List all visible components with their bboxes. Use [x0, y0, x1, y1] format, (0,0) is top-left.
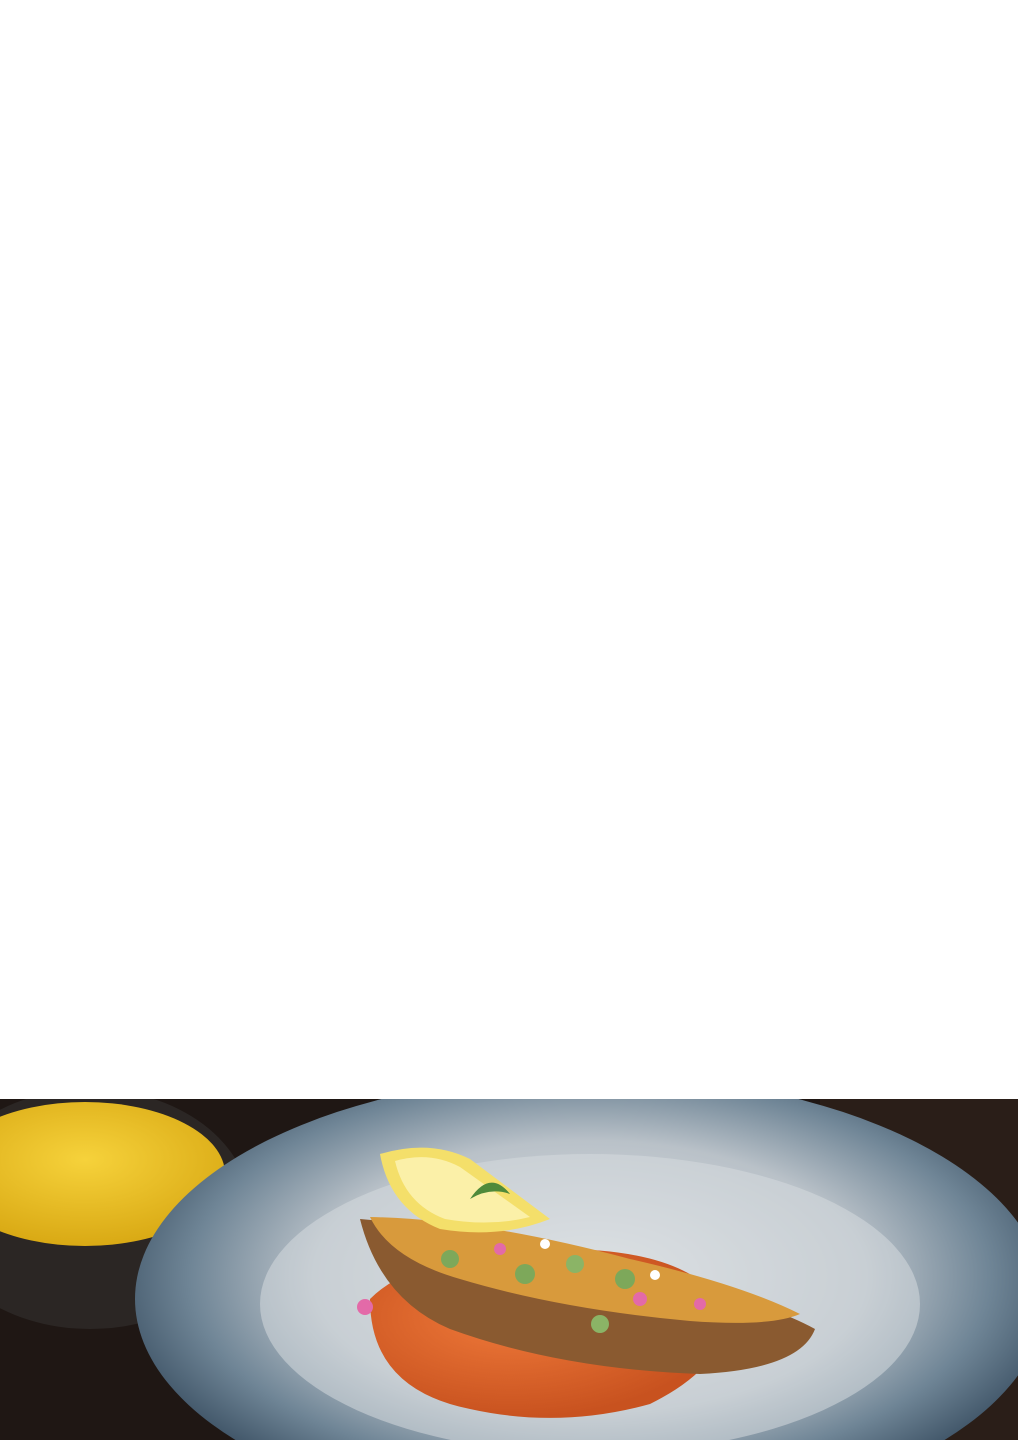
dish-photo	[0, 1099, 1018, 1440]
dish-illustration	[0, 1099, 1018, 1440]
